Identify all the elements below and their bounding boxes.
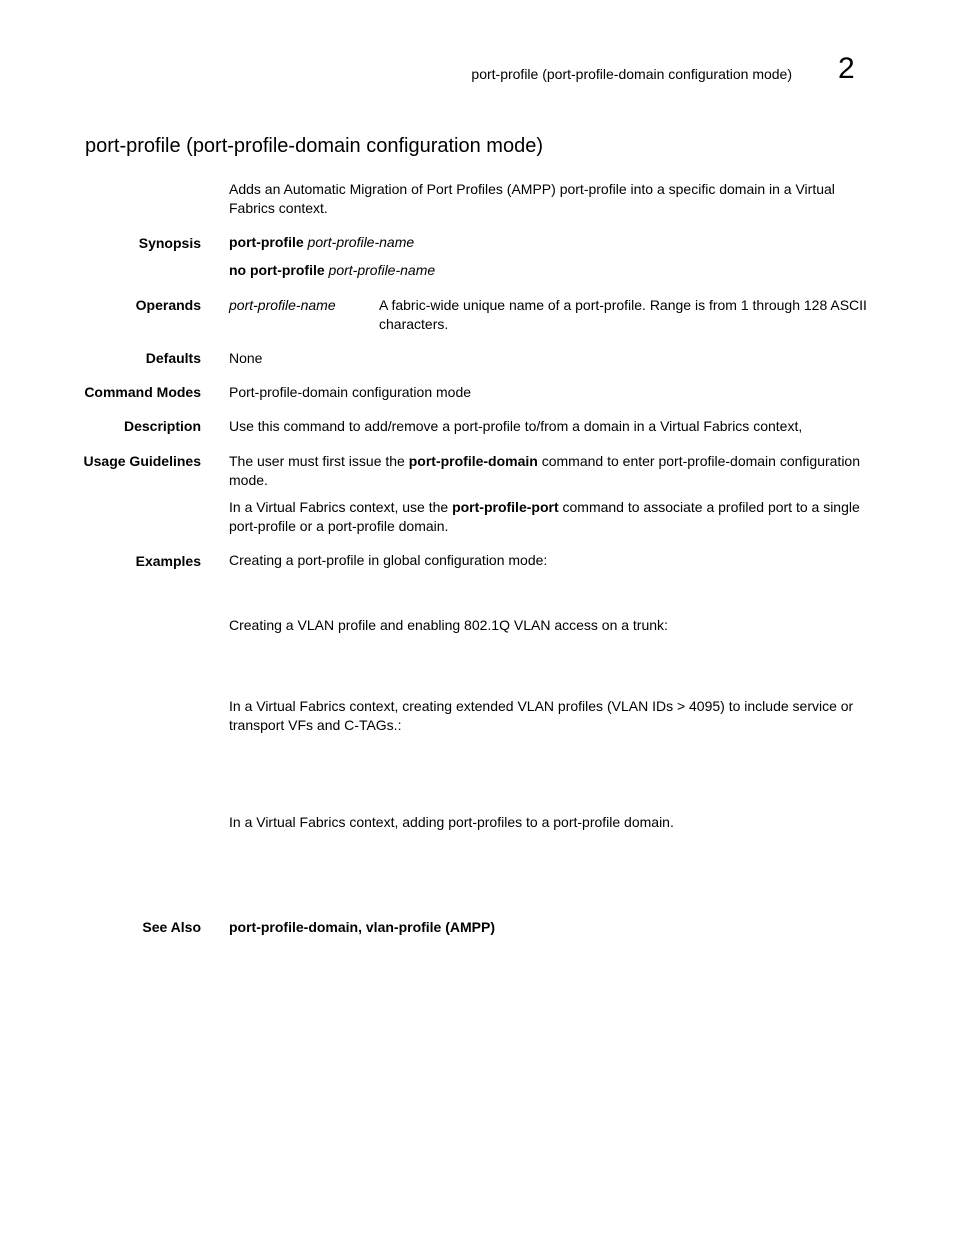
synopsis-no-argument: port-profile-name (328, 262, 436, 278)
synopsis-no-command: no port-profile (229, 262, 325, 278)
command-modes-value: Port-profile-domain configuration mode (229, 384, 472, 400)
usage-command-link[interactable]: port-profile-port (452, 499, 559, 515)
operand-description: A fabric-wide unique name of a port-profile. Range is from 1 through 128 ASCII characters. (379, 297, 867, 332)
usage-paragraph-2 (229, 498, 874, 536)
chapter-number: 2 (838, 52, 855, 85)
description-value: Use this command to add/remove a port-profile to/from a domain in a Virtual Fabrics context, (229, 418, 803, 434)
example-caption: In a Virtual Fabrics context, creating extended VLAN profiles (VLAN IDs > 4095) to include service or transport VFs and C-TAGs.: (229, 698, 854, 733)
see-also-link-port-profile-domain[interactable]: port-profile-domain (229, 919, 359, 935)
running-header: port-profile (port-profile-domain configuration mode) (471, 66, 792, 82)
description-label: Description (123, 418, 201, 434)
example-caption: Creating a port-profile in global configuration mode: (229, 552, 548, 568)
page-title: port-profile (port-profile-domain configuration mode) (85, 135, 543, 157)
usage-text: command to enter port-profile-domain configuration mode. (229, 453, 861, 488)
usage-text: The user must first issue the (229, 453, 409, 469)
see-also-links (229, 918, 874, 937)
usage-paragraph-1 (229, 452, 874, 490)
usage-command-link[interactable]: port-profile-domain (408, 453, 538, 469)
synopsis-line-1 (229, 233, 874, 252)
see-also-label: See Also (142, 919, 201, 935)
examples-label: Examples (135, 553, 201, 569)
operands-label: Operands (135, 297, 201, 313)
operand-name: port-profile-name (229, 297, 336, 313)
example-caption: In a Virtual Fabrics context, adding port-profiles to a port-profile domain. (229, 814, 674, 830)
command-modes-label: Command Modes (84, 384, 201, 400)
defaults-label: Defaults (145, 350, 201, 366)
example-caption: Creating a VLAN profile and enabling 802.1Q VLAN access on a trunk: (229, 617, 668, 633)
see-also-separator: , (358, 919, 366, 935)
usage-text: In a Virtual Fabrics context, use the (229, 499, 453, 515)
defaults-value: None (229, 350, 263, 366)
usage-text: command to associate a profiled port to a single port-profile or a port-profile domain. (229, 499, 860, 534)
synopsis-line-2 (229, 261, 874, 280)
synopsis-label: Synopsis (138, 235, 201, 251)
usage-guidelines-label: Usage Guidelines (83, 453, 201, 469)
synopsis-argument: port-profile-name (307, 234, 415, 250)
synopsis-command: port-profile (229, 234, 304, 250)
see-also-link-vlan-profile[interactable]: vlan-profile (AMPP) (365, 919, 496, 935)
intro-paragraph: Adds an Automatic Migration of Port Profiles (AMPP) port-profile into a specific domain in a Virtual Fabrics context. (229, 181, 835, 216)
